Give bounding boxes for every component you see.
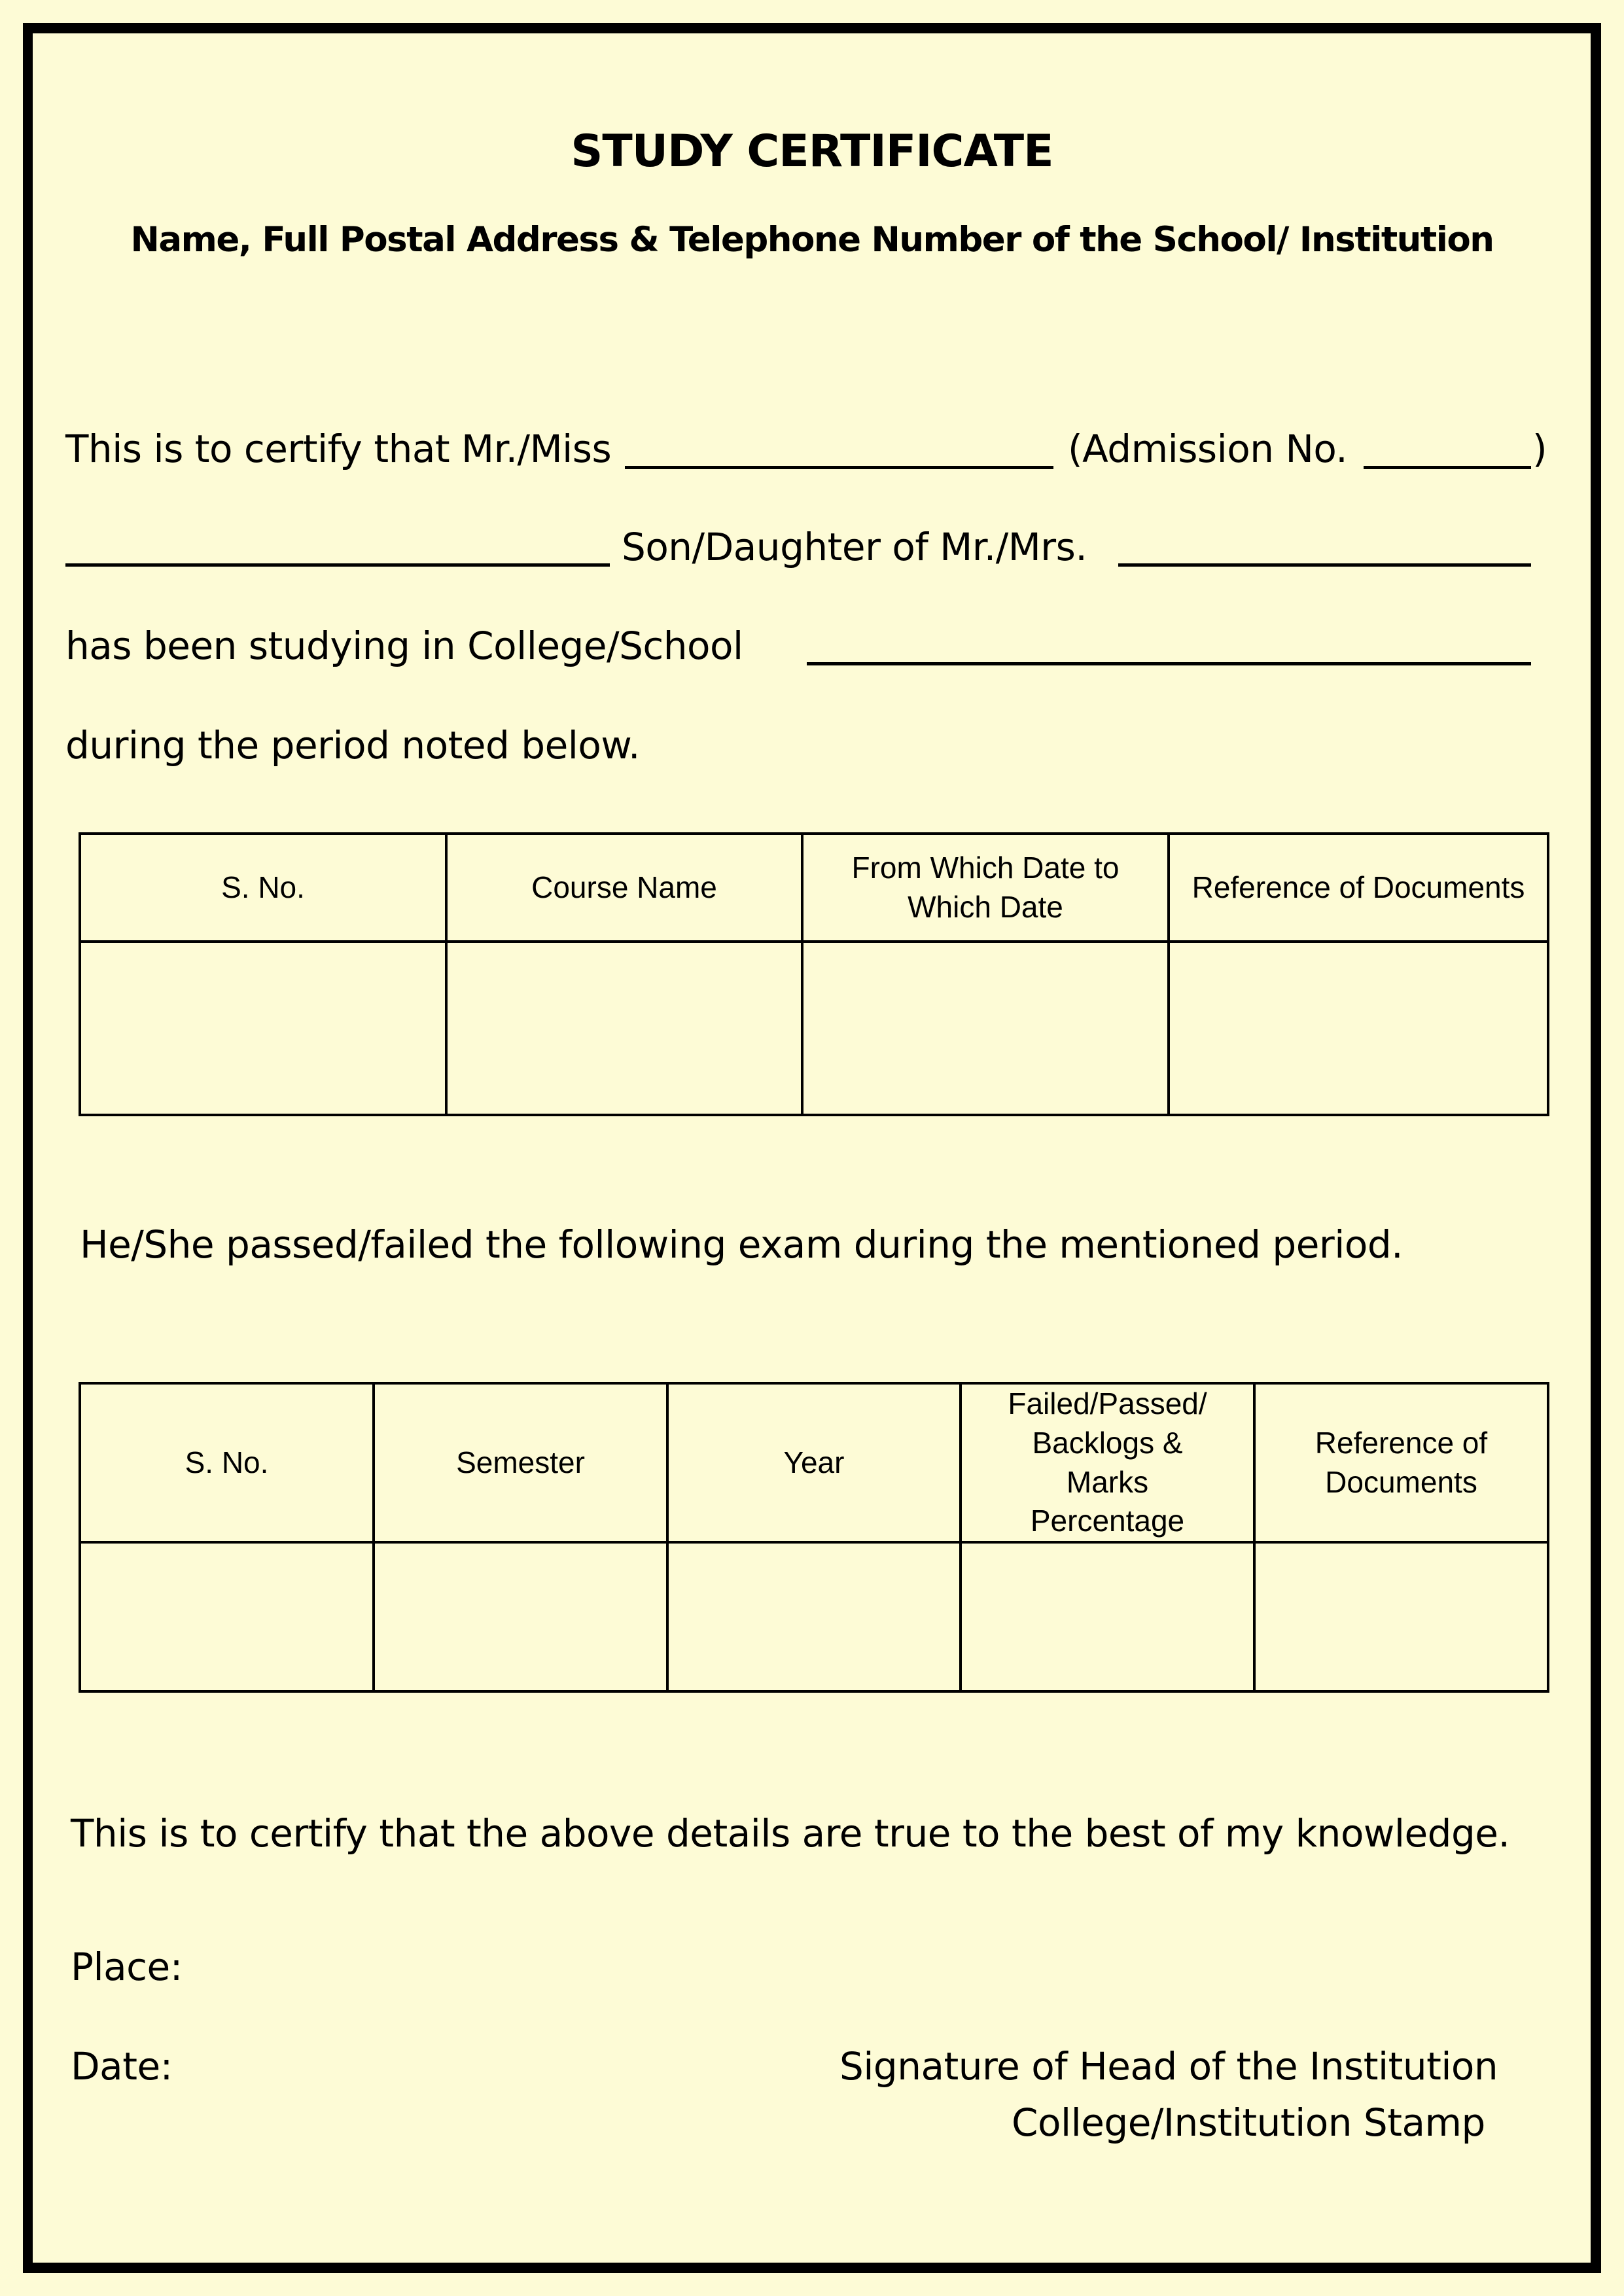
column-header-reference-documents: Reference of Documents — [1169, 834, 1548, 942]
certificate-border — [23, 23, 1601, 2273]
column-header-course-name: Course Name — [446, 834, 802, 942]
exam-statement: He/She passed/failed the following exam during the mentioned period. — [80, 1222, 1403, 1267]
stamp-label: College/Institution Stamp — [1012, 2100, 1485, 2145]
column-header-serial-no: S. No. — [80, 1383, 374, 1542]
column-header-serial-no: S. No. — [80, 834, 446, 942]
result-marks-cell[interactable] — [961, 1542, 1254, 1691]
college-label: has been studying in College/School — [65, 624, 743, 668]
course-name-cell[interactable] — [446, 942, 802, 1115]
parent-name-field[interactable] — [1118, 563, 1531, 567]
college-name-field[interactable] — [807, 662, 1531, 665]
institution-details-heading: Name, Full Postal Address & Telephone Number of the School/ Institution — [130, 220, 1494, 260]
column-header-semester: Semester — [374, 1383, 667, 1542]
column-header-result-marks: Failed/Passed/ Backlogs & Marks Percentage — [961, 1383, 1254, 1542]
reference-documents-cell[interactable] — [1254, 1542, 1548, 1691]
certify-line-prefix: This is to certify that Mr./Miss — [65, 427, 612, 471]
admission-no-close-paren: ) — [1532, 427, 1547, 471]
signature-label: Signature of Head of the Institution — [839, 2044, 1498, 2089]
parent-label: Son/Daughter of Mr./Mrs. — [622, 525, 1087, 569]
table-row — [80, 942, 1548, 1115]
page-title: STUDY CERTIFICATE — [571, 126, 1053, 177]
place-label: Place: — [71, 1945, 183, 1989]
period-table-header-row — [80, 834, 1548, 942]
exam-table — [79, 1382, 1549, 1693]
exam-table-header-row — [80, 1383, 1548, 1542]
serial-no-cell[interactable] — [80, 942, 446, 1115]
declaration-text: This is to certify that the above details are true to the best of my knowledge. — [71, 1811, 1510, 1856]
student-name-field[interactable] — [625, 466, 1053, 469]
period-intro-text: during the period noted below. — [65, 723, 640, 768]
serial-no-cell[interactable] — [80, 1542, 374, 1691]
admission-no-field[interactable] — [1364, 466, 1531, 469]
admission-no-label: (Admission No. — [1068, 427, 1348, 471]
date-range-cell[interactable] — [802, 942, 1169, 1115]
student-name-continuation-field[interactable] — [65, 563, 610, 567]
table-row — [80, 1542, 1548, 1691]
period-table — [79, 832, 1549, 1116]
year-cell[interactable] — [667, 1542, 961, 1691]
semester-cell[interactable] — [374, 1542, 667, 1691]
column-header-year: Year — [667, 1383, 961, 1542]
reference-documents-cell[interactable] — [1169, 942, 1548, 1115]
date-label: Date: — [71, 2044, 173, 2089]
column-header-date-range: From Which Date to Which Date — [802, 834, 1169, 942]
column-header-reference-documents: Reference of Documents — [1254, 1383, 1548, 1542]
